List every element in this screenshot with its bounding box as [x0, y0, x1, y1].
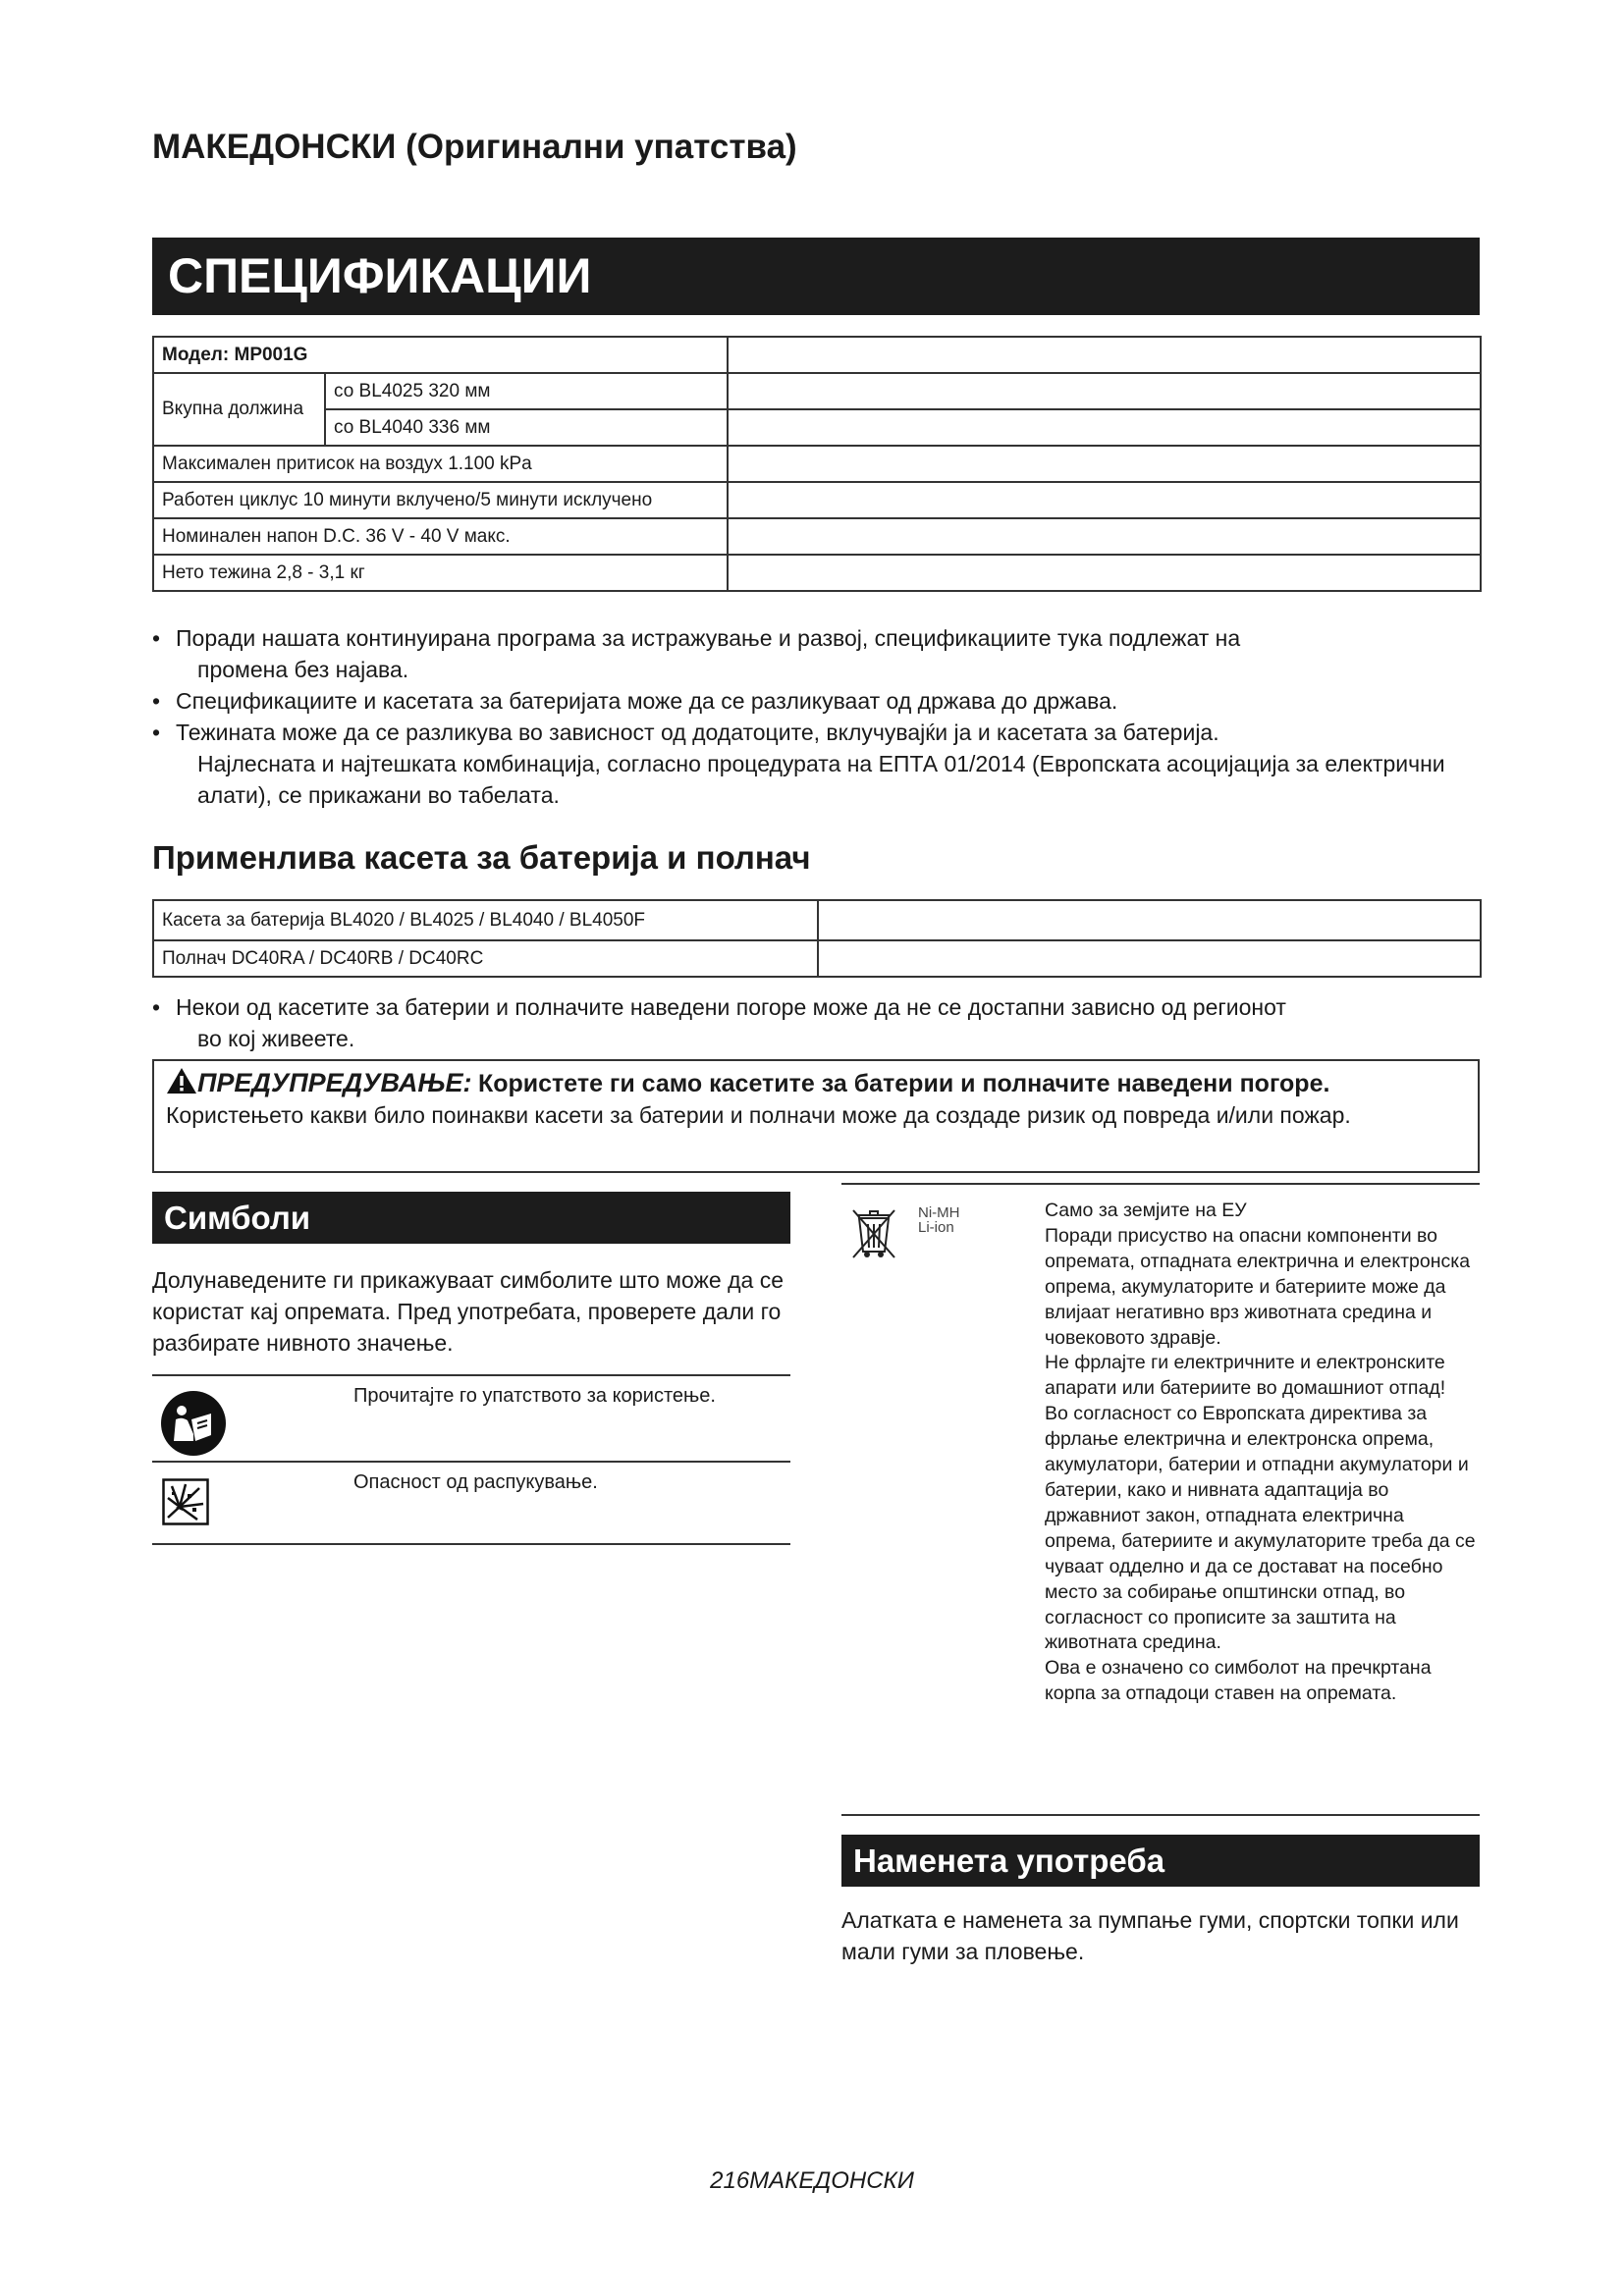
eu-disposal-text: Само за земјите на ЕУ Поради присуство на опасни компоненти во опремата, отпадната електрична и електронска опрема, акумулаторите и батериите може да влијаат негативно врз животната средина и човековото здравје. Не фрлајте ги електричните и електронските апарати или батериите во домашниот отпад! Во согласност со Европската директива за фрлање електрична и електронска опрема, акумулатори, батерии и отпадни акумулатори и батерии, како и нивната адаптација во државниот закон, отпадната електрична опрема, батериите и акумулаторите треба да се чуваат одделно и да се достават на посебно место за собирање општински отпад, во согласност со прописите за заштита на животната средина. Ова е означено со симболот на пречкртана корпа за отпадоци ставен на опремата.: [1045, 1200, 1476, 1705]
list-item: • Тежината може да се разликува во зависност од додатоците, вклучувајќи ја и касетата за батерија. Најлесната и најтешката комбинација, согласно процедурата на ЕПТА 01/2014 (Европската асоцијација за електрични алати), се прикажани во табелата.: [152, 717, 1480, 811]
empty-cell: [728, 446, 1481, 482]
warning-triangle-icon: [166, 1067, 197, 1095]
table-row: [153, 518, 1481, 555]
empty-cell: [728, 518, 1481, 555]
symbol-description: Прочитајте го упатството за користење.: [353, 1385, 716, 1407]
symbol-description: Опасност од распукување.: [353, 1471, 598, 1493]
list-item: • Некои од касетите за батерии и полначите наведени погоре може да не се достапни зависно од регионот во кој живеете.: [152, 991, 1480, 1054]
page-footer: 216МАКЕДОНСКИ: [710, 2167, 914, 2194]
eu-disposal-row: [841, 1183, 1480, 1816]
empty-cell: [728, 409, 1481, 446]
intended-use-title: Наменета употреба: [841, 1835, 1480, 1887]
battery-heading: Применлива касета за батерија и полнач: [152, 839, 811, 876]
battery-table: [152, 899, 1482, 978]
symbols-intro: Долунаведените ги прикажуваат симболите што може да се користат кај опремата. Пред употребата, проверете дали го разбирате нивното значење.: [152, 1267, 784, 1356]
table-row: [153, 482, 1481, 518]
read-manual-icon: [160, 1390, 227, 1462]
table-row: [153, 409, 1481, 446]
empty-cell: [728, 482, 1481, 518]
warning-box: [152, 1059, 1480, 1173]
table-row: [153, 940, 1481, 977]
crossed-bin-icon: [851, 1204, 896, 1266]
rated-voltage-cell: Номинален напон D.C. 36 V - 40 V макс.: [153, 518, 728, 555]
specifications-title: СПЕЦИФИКАЦИИ: [152, 238, 1480, 315]
empty-cell: [728, 555, 1481, 591]
table-row: [153, 337, 1481, 373]
warning-lead: Користете ги само касетите за батерии и полначите наведени погоре.: [477, 1070, 1330, 1097]
warning-title: ПРЕДУПРЕДУВАЊЕ:: [197, 1068, 472, 1097]
symbol-row: [152, 1374, 790, 1461]
battery-notes: [152, 991, 1480, 1054]
overall-length-label: Вкупна должина: [153, 373, 325, 446]
intended-use-text: Алатката е наменета за пумпање гуми, спортски топки или мали гуми за пловење.: [841, 1907, 1459, 1964]
empty-cell: [818, 940, 1481, 977]
list-item: • Поради нашата континуирана програма за истражување и развој, спецификациите тука подлежат на промена без најава.: [152, 622, 1480, 685]
empty-cell: [818, 900, 1481, 940]
table-row: [153, 555, 1481, 591]
overall-length-value-1: со BL4025 320 мм: [325, 373, 728, 409]
symbol-row: [152, 1461, 790, 1545]
table-row: [153, 900, 1481, 940]
max-pressure-cell: Максимален притисок на воздух 1.100 kPa: [153, 446, 728, 482]
warning-body: Користењето какви било поинакви касети за батерии и полначи може да создаде ризик од повреда и/или пожар.: [166, 1102, 1351, 1128]
empty-cell: [728, 373, 1481, 409]
explosion-hazard-icon: [162, 1478, 209, 1530]
list-item: • Спецификациите и касетата за батеријата може да се разликуваат од држава до држава.: [152, 685, 1480, 717]
overall-length-value-2: со BL4040 336 мм: [325, 409, 728, 446]
table-row: [153, 446, 1481, 482]
net-weight-cell: Нето тежина 2,8 - 3,1 кг: [153, 555, 728, 591]
model-cell: Модел: MP001G: [153, 337, 728, 373]
charger-cell: Полнач DC40RA / DC40RB / DC40RC: [153, 940, 818, 977]
symbols-title: Симболи: [152, 1192, 790, 1244]
table-row: [153, 373, 1481, 409]
empty-cell: [728, 337, 1481, 373]
language-title: МАКЕДОНСКИ (Оригинални упатства): [152, 128, 797, 166]
duty-cycle-cell: Работен циклус 10 минути вклучено/5 минути исклучено: [153, 482, 728, 518]
battery-cartridge-cell: Касета за батерија BL4020 / BL4025 / BL4040 / BL4050F: [153, 900, 818, 940]
battery-chemistry-labels: Ni-MH Li-ion: [918, 1204, 960, 1236]
specifications-table: [152, 336, 1482, 592]
spec-notes: [152, 622, 1480, 811]
